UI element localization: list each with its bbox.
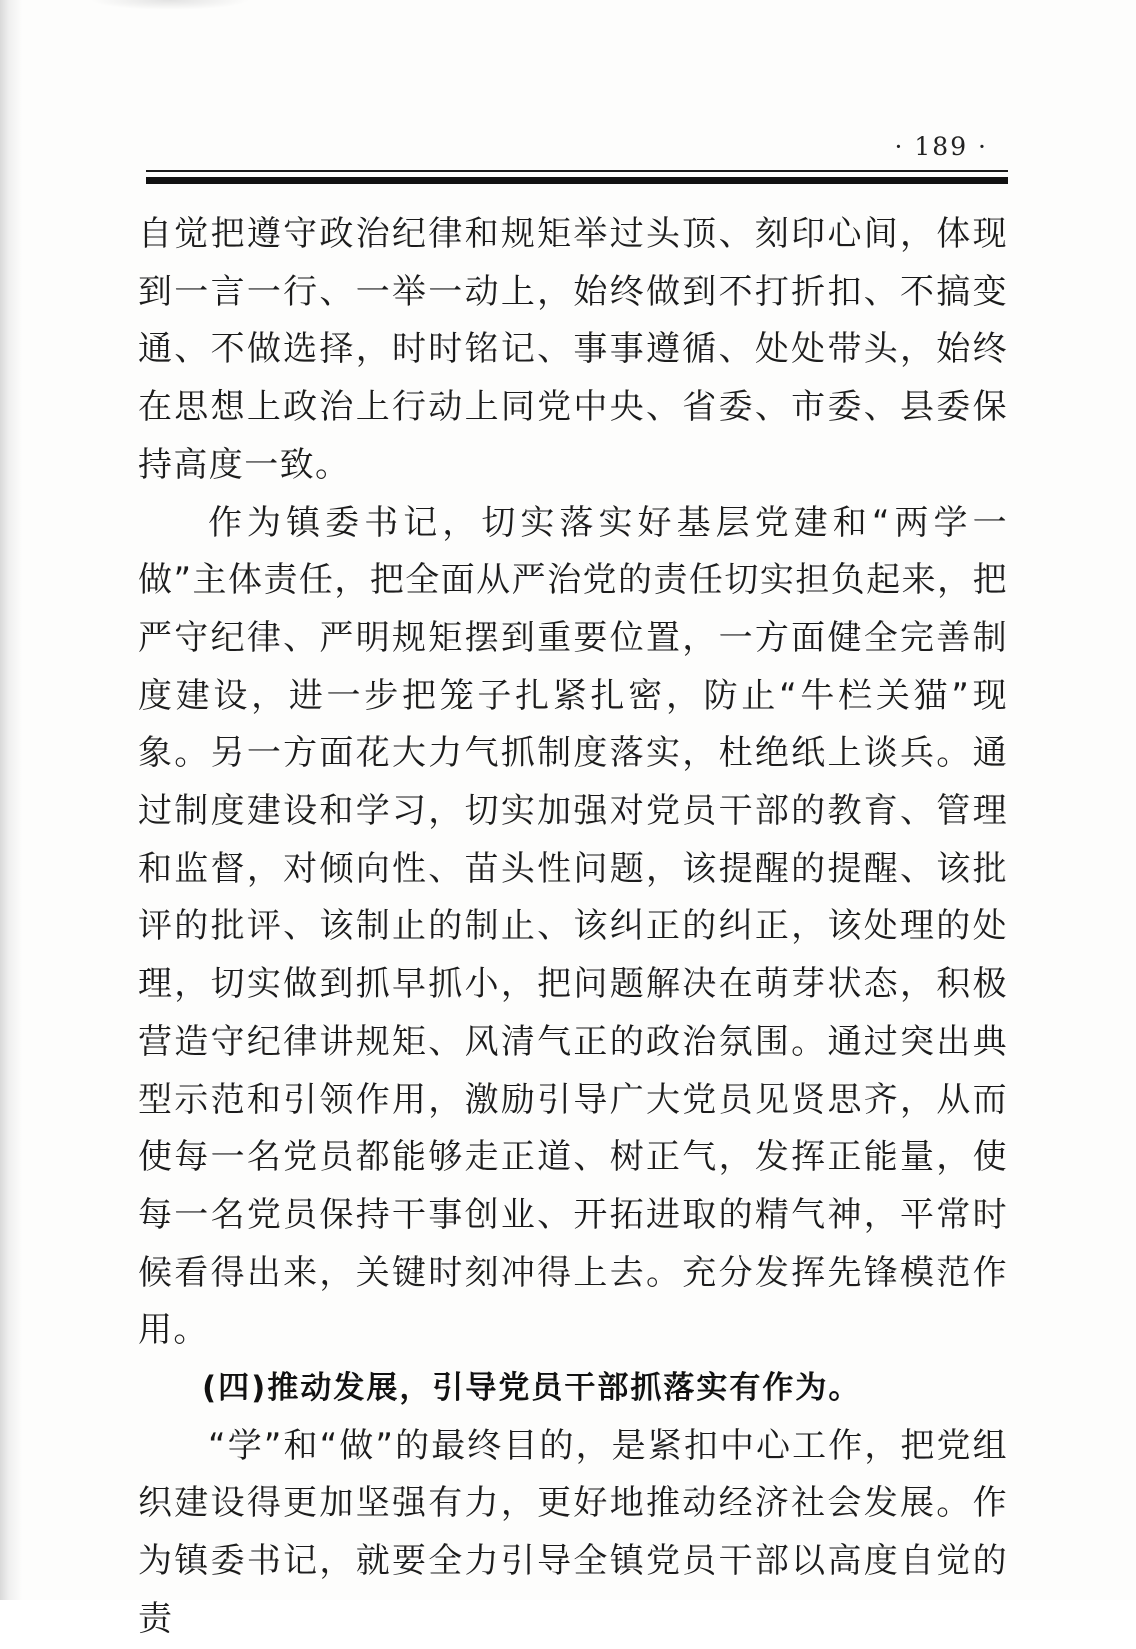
header-rule-thin — [146, 170, 1008, 172]
paragraph-party-secretary: 作为镇委书记，切实落实好基层党建和“两学一做”主体责任，把全面从严治党的责任切实担负起来，把严守纪律、严明规矩摆到重要位置，一方面健全完善制度建设，进一步把笼子扎紧扎密，防止“牛栏关猫”现象。另一方面花大力气抓制度落实，杜绝纸上谈兵。通过制度建设和学习，切实加强对党员干部的教育、管理和监督，对倾向性、苗头性问题，该提醒的提醒、该批评的批评、该制止的制止、该纠正的纠正，该处理的处理，切实做到抓早抓小，把问题解决在萌芽状态，积极营造守纪律讲规矩、风清气正的政治氛围。通过突出典型示范和引领作用，激励引导广大党员见贤思齐，从而使每一名党员都能够走正道、树正气，发挥正能量，使每一名党员保持干事创业、开拓进取的精气神，平常时候看得出来，关键时刻冲得上去。充分发挥先锋模范作用。 — [138, 502, 1008, 1351]
header-rule-thick — [146, 177, 1008, 184]
scan-shadow-corner — [90, 0, 250, 10]
paragraph-final: “学”和“做”的最终目的，是紧扣中心工作，把党组织建设得更加坚强有力，更好地推动经济社会发展。作为镇委书记，就要全力引导全镇党员干部以高度自觉的责 — [138, 1425, 1008, 1639]
page-header — [146, 132, 1008, 192]
section-heading: (四)推动发展，引导党员干部抓落实有作为。 — [202, 1370, 862, 1407]
scan-shadow-edge — [0, 0, 22, 1600]
page-number: · 189 · — [894, 132, 988, 161]
body-text — [138, 206, 1008, 1649]
paragraph-continuation: 自觉把遵守政治纪律和规矩举过头顶、刻印心间，体现到一言一行、一举一动上，始终做到不打折扣、不搞变通、不做选择，时时铭记、事事遵循、处处带头，始终在思想上政治上行动上同党中央、省委、市委、县委保持高度一致。 — [138, 214, 1008, 485]
